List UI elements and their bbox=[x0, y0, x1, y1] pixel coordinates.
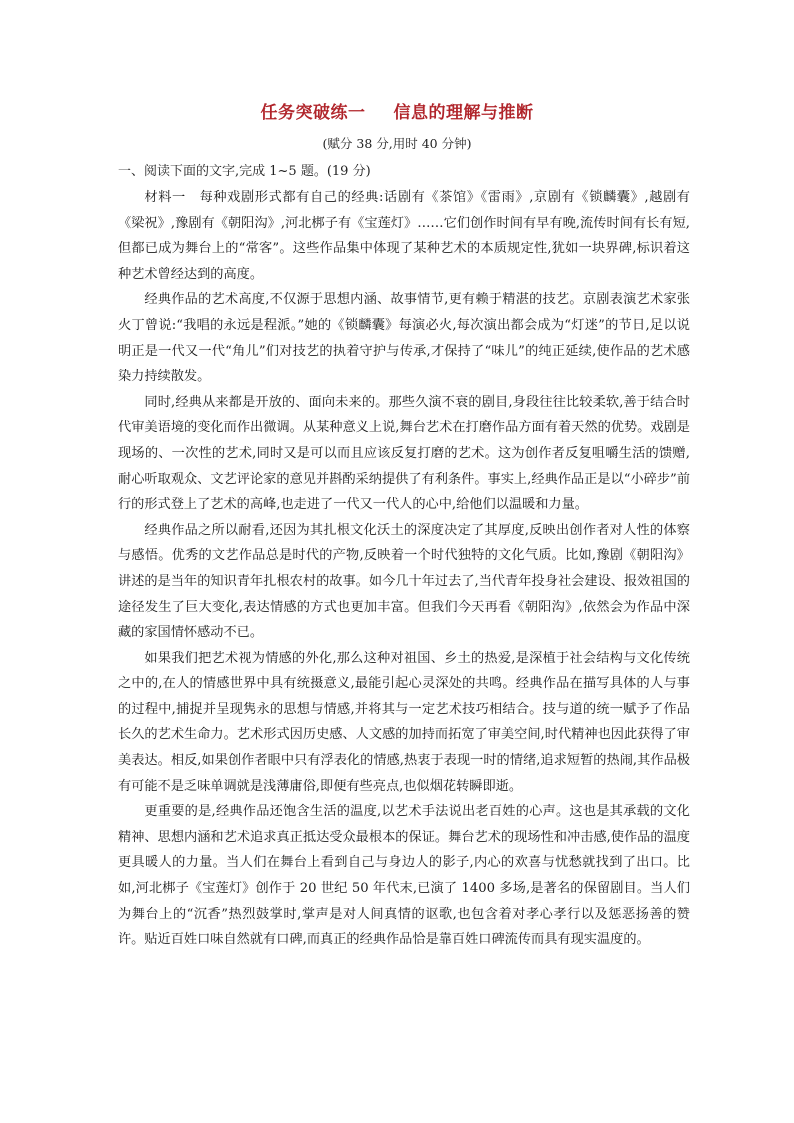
section-heading: 一、阅读下面的文字,完成 1~5 题。(19 分) bbox=[118, 164, 371, 179]
title-main: 任务突破练一 bbox=[260, 103, 366, 123]
title-topic: 信息的理解与推断 bbox=[393, 103, 534, 123]
paragraph-2: 经典作品的艺术高度,不仅源于思想内涵、故事情节,更有赖于精湛的技艺。京剧表演艺术家张火丁曾说:“我唱的永远是程派。”她的《锁麟囊》每演必火,每次演出都会成为“灯迷”的节日,足以说明正是一代又一代“角儿”们对技艺的执着守护与传承,才保持了“味儿”的纯正延续,使作品的艺术感染力持续散发。 bbox=[118, 292, 690, 385]
page-title bbox=[0, 98, 794, 123]
paragraph-4: 经典作品之所以耐看,还因为其扎根文化沃土的深度决定了其厚度,反映出创作者对人性的体察与感悟。优秀的文艺作品总是时代的产物,反映着一个时代独特的文化气质。比如,豫剧《朝阳沟》讲述的是当年的知识青年扎根农村的故事。如今几十年过去了,当代青年投身社会建设、报效祖国的途径发生了巨大变化,表达情感的方式也更加丰富。但我们今天再看《朝阳沟》,依然会为作品中深藏的家国情怀感动不已。 bbox=[118, 522, 690, 641]
paragraph-3: 同时,经典从来都是开放的、面向未来的。那些久演不衰的剧目,身段往往比较柔软,善于结合时代审美语境的变化而作出微调。从某种意义上说,舞台艺术在打磨作品方面有着天然的优势。戏剧是现场的、一次性的艺术,同时又是可以而且应该反复打磨的艺术。这为创作者反复咀嚼生活的馈赠,耐心听取观众、文艺评论家的意见并斟酌采纳提供了有利条件。事实上,经典作品正是以“小碎步”前行的形式登上了艺术的高峰,也走进了一代又一代人的心中,给他们以温暖和力量。 bbox=[118, 394, 690, 513]
paragraph-1: 材料一 每种戏剧形式都有自己的经典:话剧有《茶馆》《雷雨》,京剧有《锁麟囊》,越剧有《梁祝》,豫剧有《朝阳沟》,河北梆子有《宝莲灯》……它们创作时间有早有晚,流传时间有长有短,但都已成为舞台上的“常客”。这些作品集中体现了某种艺术的本质规定性,犹如一块界碑,标识着这种艺术曾经达到的高度。 bbox=[118, 190, 690, 282]
passage-body bbox=[118, 185, 690, 953]
paragraph-5: 如果我们把艺术视为情感的外化,那么这种对祖国、乡土的热爱,是深植于社会结构与文化传统之中的,在人的情感世界中具有统摄意义,最能引起心灵深处的共鸣。经典作品在描写具体的人与事的过程中,捕捉并呈现隽永的思想与情感,并将其与一定艺术技巧相结合。技与道的统一赋予了作品长久的艺术生命力。艺术形式因历史感、人文感的加持而拓宽了审美空间,时代精神也因此获得了审美表达。相反,如果创作者眼中只有浮表化的情感,热衷于表现一时的情绪,追求短暂的热闹,其作品极有可能不是乏味单调就是浅薄庸俗,即便有些亮点,也似烟花转瞬即逝。 bbox=[118, 650, 690, 794]
paragraph-6: 更重要的是,经典作品还饱含生活的温度,以艺术手法说出老百姓的心声。这也是其承载的文化精神、思想内涵和艺术追求真正抵达受众最根本的保证。舞台艺术的现场性和冲击感,使作品的温度更具暖人的力量。当人们在舞台上看到自己与身边人的影子,内心的欢喜与忧愁就找到了出口。比如,河北梆子《宝莲灯》创作于 20 世纪 50 年代末,已演了 1400 多场,是著名的保留剧目。当人们为舞台上的“沉香”热烈鼓掌时,掌声是对人间真情的讴歌,也包含着对孝心孝行以及惩恶扬善的赞许。贴近百姓口味自然就有口碑,而真正的经典作品恰是靠百姓口碑流传而具有现实温度的。 bbox=[118, 804, 690, 948]
score-time-note: (赋分 38 分,用时 40 分钟) bbox=[322, 136, 472, 151]
